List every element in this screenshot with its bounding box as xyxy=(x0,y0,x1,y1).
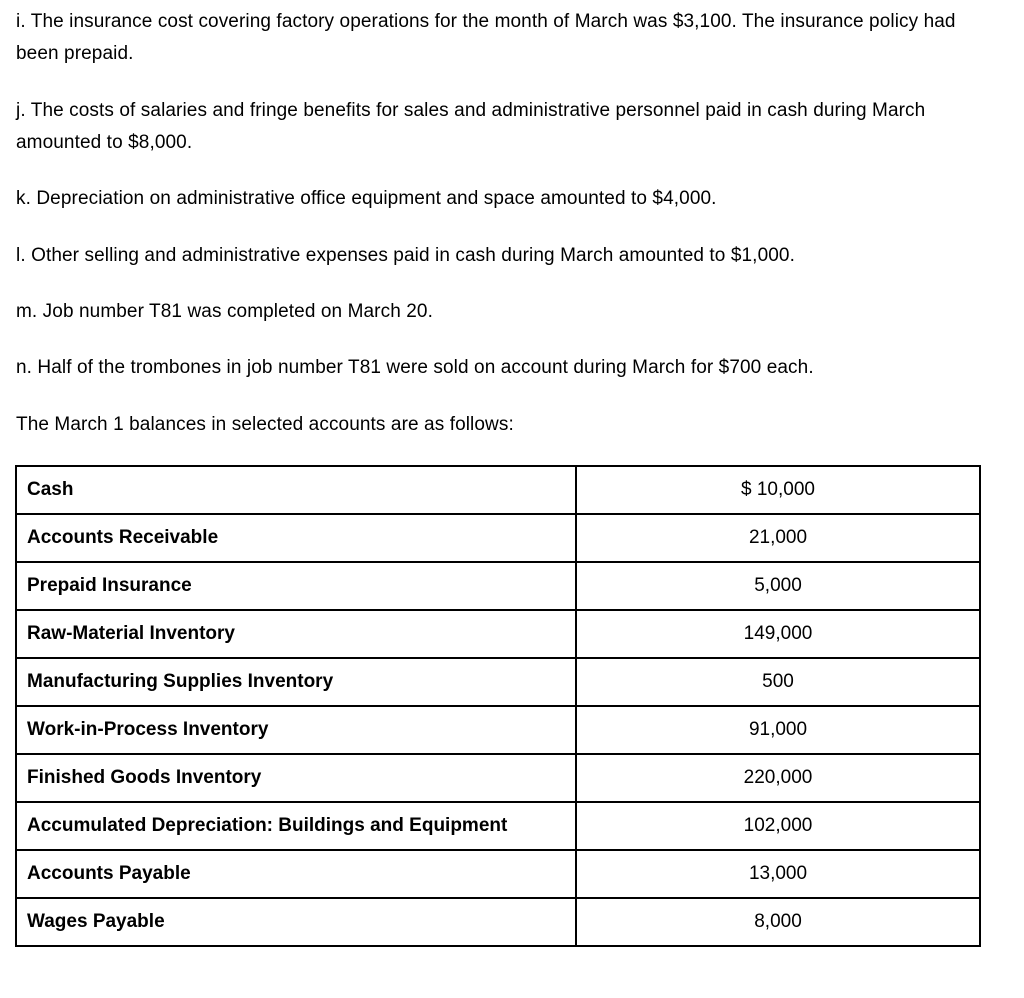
account-amount: 91,000 xyxy=(576,706,980,754)
table-row xyxy=(16,562,980,610)
table-row xyxy=(16,610,980,658)
account-name: Cash xyxy=(16,466,576,514)
account-amount: 13,000 xyxy=(576,850,980,898)
account-amount: 8,000 xyxy=(576,898,980,946)
account-amount: 220,000 xyxy=(576,754,980,802)
paragraph-l: l. Other selling and administrative expenses paid in cash during March amounted to $1,000. xyxy=(16,245,795,266)
account-amount: $ 10,000 xyxy=(576,466,980,514)
paragraph-n: n. Half of the trombones in job number T81 were sold on account during March for $700 each. xyxy=(16,357,814,378)
account-name: Finished Goods Inventory xyxy=(16,754,576,802)
account-name: Accounts Receivable xyxy=(16,514,576,562)
account-amount: 102,000 xyxy=(576,802,980,850)
paragraph-i: i. The insurance cost covering factory operations for the month of March was $3,100. The insurance policy had been prepaid. xyxy=(16,11,956,64)
table-row xyxy=(16,466,980,514)
account-amount: 21,000 xyxy=(576,514,980,562)
account-amount: 500 xyxy=(576,658,980,706)
paragraph-j: j. The costs of salaries and fringe benefits for sales and administrative personnel paid in cash during March amounted to $8,000. xyxy=(16,100,926,153)
account-name: Wages Payable xyxy=(16,898,576,946)
table-row xyxy=(16,754,980,802)
balances-intro: The March 1 balances in selected accounts are as follows: xyxy=(16,414,514,435)
account-amount: 5,000 xyxy=(576,562,980,610)
table-row xyxy=(16,658,980,706)
account-balances-table xyxy=(15,465,981,947)
account-name: Prepaid Insurance xyxy=(16,562,576,610)
table-row xyxy=(16,898,980,946)
paragraph-k: k. Depreciation on administrative office equipment and space amounted to $4,000. xyxy=(16,188,717,209)
account-name: Accounts Payable xyxy=(16,850,576,898)
account-name: Accumulated Depreciation: Buildings and Equipment xyxy=(16,802,576,850)
table-row xyxy=(16,802,980,850)
account-name: Raw-Material Inventory xyxy=(16,610,576,658)
table-row xyxy=(16,850,980,898)
paragraph-m: m. Job number T81 was completed on March 20. xyxy=(16,301,433,322)
account-name: Work-in-Process Inventory xyxy=(16,706,576,754)
account-name: Manufacturing Supplies Inventory xyxy=(16,658,576,706)
table-row xyxy=(16,706,980,754)
table-row xyxy=(16,514,980,562)
account-amount: 149,000 xyxy=(576,610,980,658)
